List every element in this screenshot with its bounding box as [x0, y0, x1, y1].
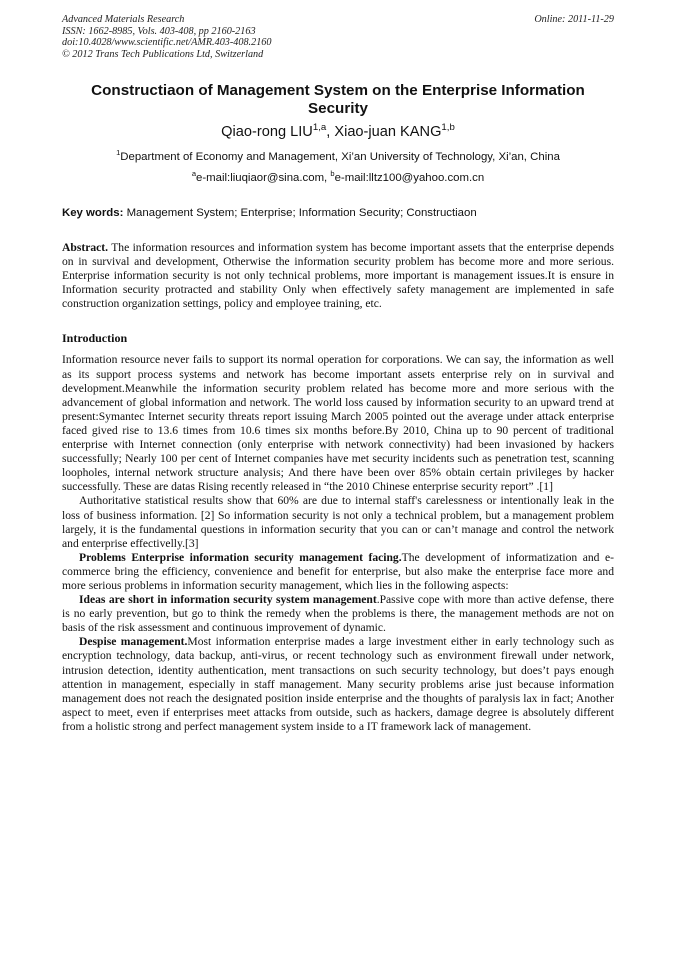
problems-heading: Problems Enterprise information security management facing.	[79, 550, 402, 564]
intro-paragraph-3	[62, 551, 614, 593]
keywords	[62, 206, 614, 220]
introduction-heading: Introduction	[62, 331, 128, 346]
despise-text: Most information enterprise mades a large investment either in early technology such as encryption technology, data backup, anti-virus, or recent technology such as environment firewall under network, intrusion detection, identity authentication, ment transactions on such security technology, but does’t pays enough attention in management, especially in staff management. Many security problems arise just because information management does not reach the designated position inside enterprise and the thoughts of paralysis lax in fact; Another aspect to meet, even if enterprises meet attacks from outside, such as hackers, damage degree is absolutely different from a holistic strong and perfect management system inside to a IT framework lack of management.	[62, 635, 614, 733]
intro-paragraph-5	[62, 635, 614, 734]
author-2-name: Xiao-juan KANG	[334, 124, 442, 140]
journal-name: Advanced Materials Research	[62, 14, 185, 25]
ideas-text: .Passive cope with more than active defense, there is no early prevention, but go to think the remedy when the problems is there, the management methods are not on basis of the risk assessment and continuous improvement of dynamic.	[62, 593, 614, 635]
abstract-label: Abstract.	[62, 241, 109, 254]
online-date: Online: 2011-11-29	[534, 14, 614, 25]
doi-line: doi:10.4028/www.scientific.net/AMR.403-408.2160	[62, 37, 272, 49]
email-a-sup: a	[191, 169, 197, 179]
copyright-line: © 2012 Trans Tech Publications Ltd, Switzerland	[62, 48, 264, 60]
author-emails	[62, 171, 614, 185]
affiliation-text: Department of Economy and Management, Xi’an University of Technology, Xi’an, China	[120, 151, 560, 163]
despise-heading: Despise management.	[79, 635, 188, 649]
abstract	[62, 241, 614, 311]
abstract-text: The information resources and information system has become important assets that the enterprise depends on in survival and development, Otherwise the information security problem has become more and more serious. Enterprise information security is not only technical problems, more important is management issues.It is ensure in Information security protracted and stability Only when effectively safety management are implemented in safe construction organization settings, policy and employee training, etc.	[62, 241, 614, 311]
intro-paragraph-4	[62, 593, 614, 635]
paper-title: Constructiaon of Management System on the Enterprise Information Security	[91, 82, 585, 117]
affiliation	[62, 150, 614, 164]
intro-paragraph-2: Authoritative statistical results show that 60% are due to internal staff's carelessness or intentionally leak in the loss of business information. [2] So information security is not only a technical problem, but a management problem largely, it is the fundamental questions in information security that you can or can’t manage and control the network and enterprise effectivelly.[3]	[62, 494, 614, 550]
ideas-heading: Ideas are short in information security system management	[79, 593, 377, 607]
author-line	[62, 123, 614, 141]
email-a: e-mail:liuqiaor@sina.com,	[196, 172, 331, 184]
journal-header	[62, 14, 614, 60]
intro-paragraph-1: Information resource never fails to support its normal operation for corporations. We can say, the information as well as its support process systems and network has become important assets enterprise rely on in survival and development.Meanwhile the information security problem related has become more and more serious with the advancement of global information and network. The world loss caused by information security to an upward trend at present:Symantec Internet security threats report issuing March 2005 pointed out the average under attack enterprise faced gived rise to 13.6 times from 10.6 times six months before.By 2010, China up to 90 percent of traditional enterprise with Internet connection (only enterprise with network connectivity) had been invasioned by hackers successfully; Nearly 100 per cent of Internet companies have met security incidents such as penetration test, scanning loopholes, internal network structure analysis; And there have been over 85% obtain certain privileges by hacker successfully. These are datas Rising recently released in “the 2010 Chinese enterprise security report” .[1]	[62, 353, 614, 494]
keywords-label: Key words:	[62, 207, 124, 219]
email-b-sup: b	[330, 169, 335, 179]
affiliation-sup: 1	[116, 148, 121, 158]
email-b: e-mail:lltz100@yahoo.com.cn	[334, 172, 485, 184]
author-1-name: Qiao-rong LIU	[221, 124, 313, 140]
keywords-text: Management System; Enterprise; Information Security; Constructiaon	[123, 207, 477, 219]
author-1-sup: 1,a	[312, 122, 327, 134]
author-2-sup: 1,b	[441, 122, 455, 134]
problems-text: The development of informatization and e-commerce bring the efficiency, convenience and benefit for enterprise, but also make the enterprise face more and more serious problems in information security management, which lies in the following aspects:	[62, 550, 614, 592]
author-separator: ,	[326, 124, 335, 140]
paper-body	[62, 241, 614, 734]
issn-line: ISSN: 1662-8985, Vols. 403-408, pp 2160-2163	[62, 25, 256, 37]
